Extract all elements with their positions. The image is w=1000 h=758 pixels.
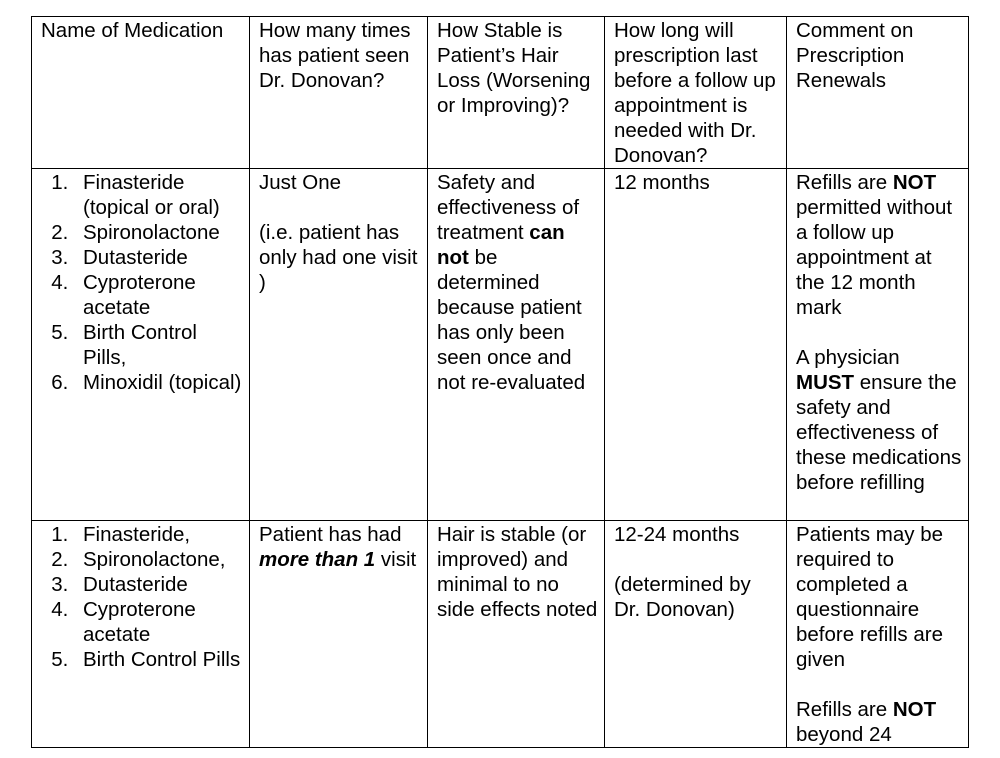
table-row xyxy=(32,169,969,521)
comment-text-end: permitted without a follow up appointment at the 12 month mark xyxy=(796,196,953,319)
stability-emphasis: can not xyxy=(437,221,565,269)
table-row xyxy=(32,521,969,748)
visits-main: Just One xyxy=(259,171,342,194)
list-item: 1. Finasteride, xyxy=(74,522,243,547)
comment-emphasis: MUST xyxy=(796,371,855,394)
visits-text-end: visit xyxy=(375,548,417,571)
comment-cell xyxy=(787,521,969,748)
stability-text-end: be determined because patient has only been seen once and not re-evaluated xyxy=(437,246,586,394)
comment-refills xyxy=(796,170,962,320)
list-item: 2. Spironolactone, xyxy=(74,547,243,572)
stability-cell xyxy=(428,169,605,521)
medication-cell xyxy=(32,521,250,748)
comment-emphasis: NOT xyxy=(892,171,937,194)
medication-cell xyxy=(32,169,250,521)
duration-cell xyxy=(605,521,787,748)
duration-note: (determined by Dr. Donovan) xyxy=(614,573,751,621)
header-medication: Name of Medication xyxy=(32,17,250,169)
list-item: 5. Birth Control Pills, xyxy=(74,320,243,370)
duration-value: 12 months xyxy=(614,171,710,194)
visits-text: Patient has had xyxy=(259,523,402,546)
comment-physician xyxy=(796,345,962,495)
list-item: 3. Dutasteride xyxy=(74,572,243,597)
stability-text: Safety and effectiveness of treatment xyxy=(437,171,580,244)
comment-text: A physician xyxy=(796,346,900,369)
list-item: 1. Finasteride (topical or oral) xyxy=(74,170,243,220)
comment-text-end: beyond 24 xyxy=(796,723,892,746)
header-stability: How Stable is Patient’s Hair Loss (Worsening or Improving)? xyxy=(428,17,605,169)
visits-cell xyxy=(250,521,428,748)
duration-cell xyxy=(605,169,787,521)
prescription-table xyxy=(31,16,969,748)
list-item: 3. Dutasteride xyxy=(74,245,243,270)
medication-list xyxy=(41,522,243,672)
list-item: 4. Cyproterone acetate xyxy=(74,597,243,647)
duration-value: 12-24 months xyxy=(614,523,740,546)
comment-questionnaire: Patients may be required to completed a questionnaire before refills are given xyxy=(796,523,943,671)
list-item: 4. Cyproterone acetate xyxy=(74,270,243,320)
comment-text: Refills are xyxy=(796,698,893,721)
list-item: 6. Minoxidil (topical) xyxy=(74,370,243,395)
visits-cell xyxy=(250,169,428,521)
list-item: 5. Birth Control Pills xyxy=(74,647,243,672)
comment-text: Refills are xyxy=(796,171,893,194)
header-comment: Comment on Prescription Renewals xyxy=(787,17,969,169)
comment-cell xyxy=(787,169,969,521)
list-item: 2. Spironolactone xyxy=(74,220,243,245)
visits-emphasis: more than 1 xyxy=(259,548,376,571)
stability-cell: Hair is stable (or improved) and minimal to no side effects noted xyxy=(428,521,605,748)
header-duration: How long will prescription last before a follow up appointment is needed with Dr. Donovan? xyxy=(605,17,787,169)
visits-note: (i.e. patient has only had one visit ) xyxy=(259,221,418,294)
header-row xyxy=(32,17,969,169)
comment-refills xyxy=(796,697,962,747)
comment-emphasis: NOT xyxy=(892,698,937,721)
header-visits: How many times has patient seen Dr. Donovan? xyxy=(250,17,428,169)
medication-list xyxy=(41,170,243,395)
comment-text-end: ensure the safety and effectiveness of these medications before refilling xyxy=(796,371,962,494)
